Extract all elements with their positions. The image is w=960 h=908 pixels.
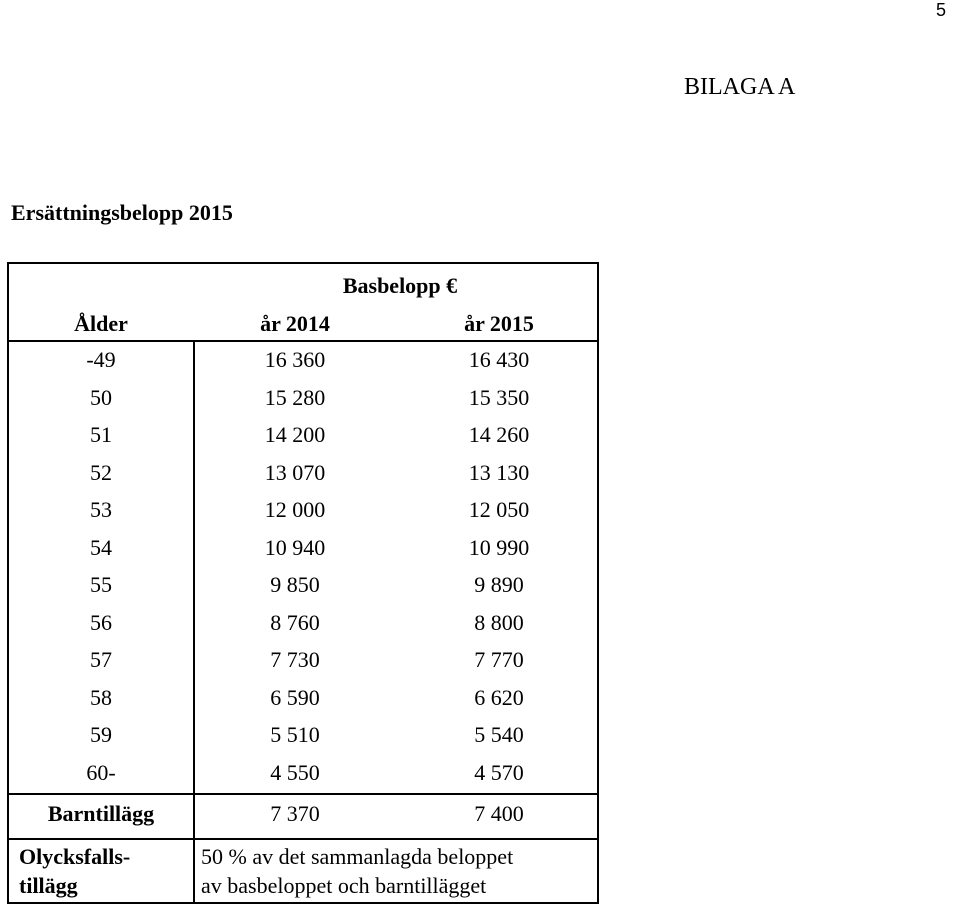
group-header: Basbelopp € [342,273,458,298]
header-divider [9,340,597,342]
row-divider [9,838,597,840]
header-2014: år 2014 [260,311,330,336]
compensation-table: Basbelopp € Ålder år 2014 år 2015 -49 16 360 16 430 50 15 280 15 350 51 14 200 14 260 52 13 070 13 130 53 12 000 12 050 54 10 940 10 990 55 9 850 9 890 56 8 760 8 800 57 7 730 7 770 58 6 590 6 620 59 5 510 5 540 60- 4 550 4 570 Barntillägg 7 370 7 400 Olycksfalls- tillägg 50 % av det sammanlagda beloppet av basbeloppet och barntillägget [7,262,599,904]
appendix-label: BILAGA A [684,74,796,100]
column-divider [193,340,195,902]
header-2015: år 2015 [464,311,534,336]
header-age: Ålder [74,311,128,336]
page-title: Ersättningsbelopp 2015 [11,200,233,225]
row-divider [9,793,597,795]
page-number: 5 [935,0,946,20]
